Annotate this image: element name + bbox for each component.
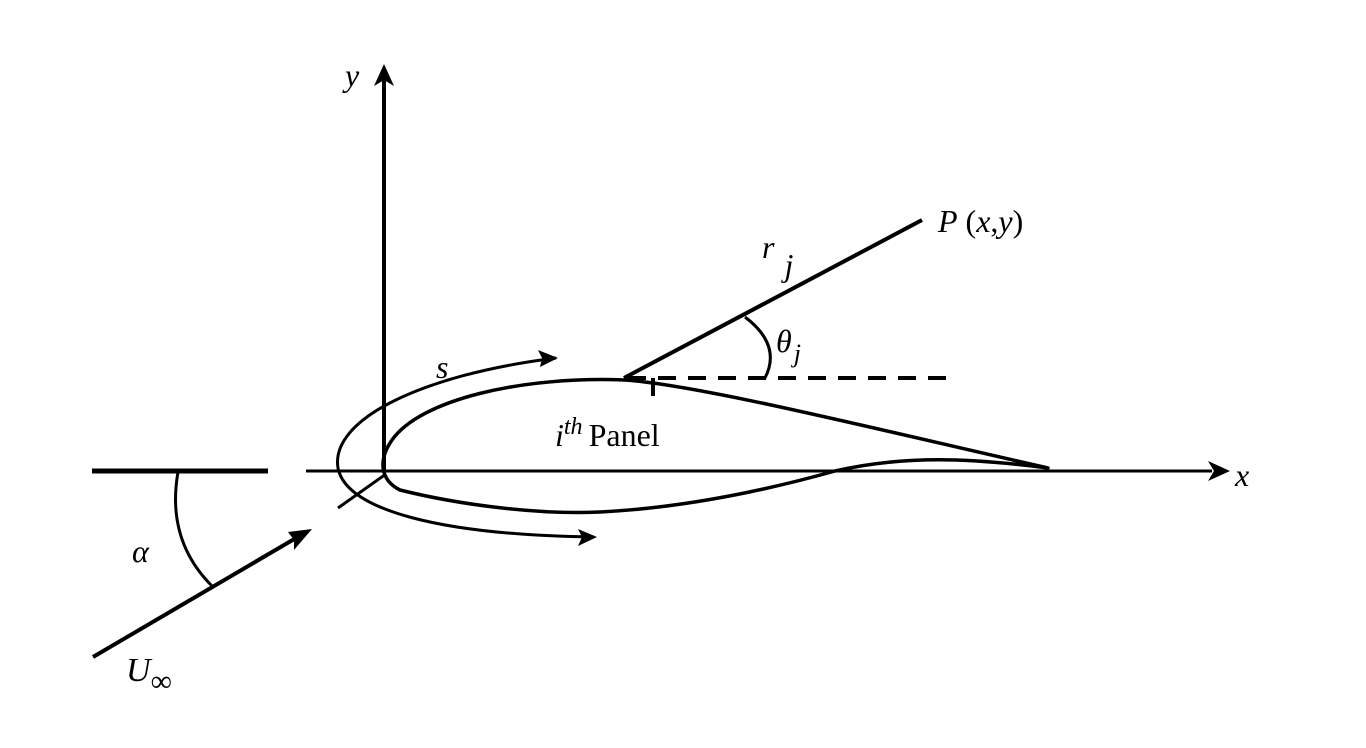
alpha-label: α xyxy=(132,533,149,569)
alpha-angle-arc xyxy=(176,472,212,586)
panel-label: $i^{th}$ Panel xyxy=(555,414,660,453)
x-axis-label: x xyxy=(1235,457,1250,493)
theta-label: $\theta_j$ xyxy=(776,323,801,368)
y-axis-label: y xyxy=(345,57,360,93)
point-p-label: P (x,y) xyxy=(938,203,1024,239)
theta-angle-arc xyxy=(745,317,770,378)
r-label: r j xyxy=(762,229,794,283)
origin-chord-segment xyxy=(338,474,386,508)
s-label: s xyxy=(436,349,449,385)
u-infinity-label: U∞ xyxy=(126,652,172,698)
airfoil-outline xyxy=(383,380,1048,513)
freestream-velocity-vector xyxy=(93,538,296,657)
